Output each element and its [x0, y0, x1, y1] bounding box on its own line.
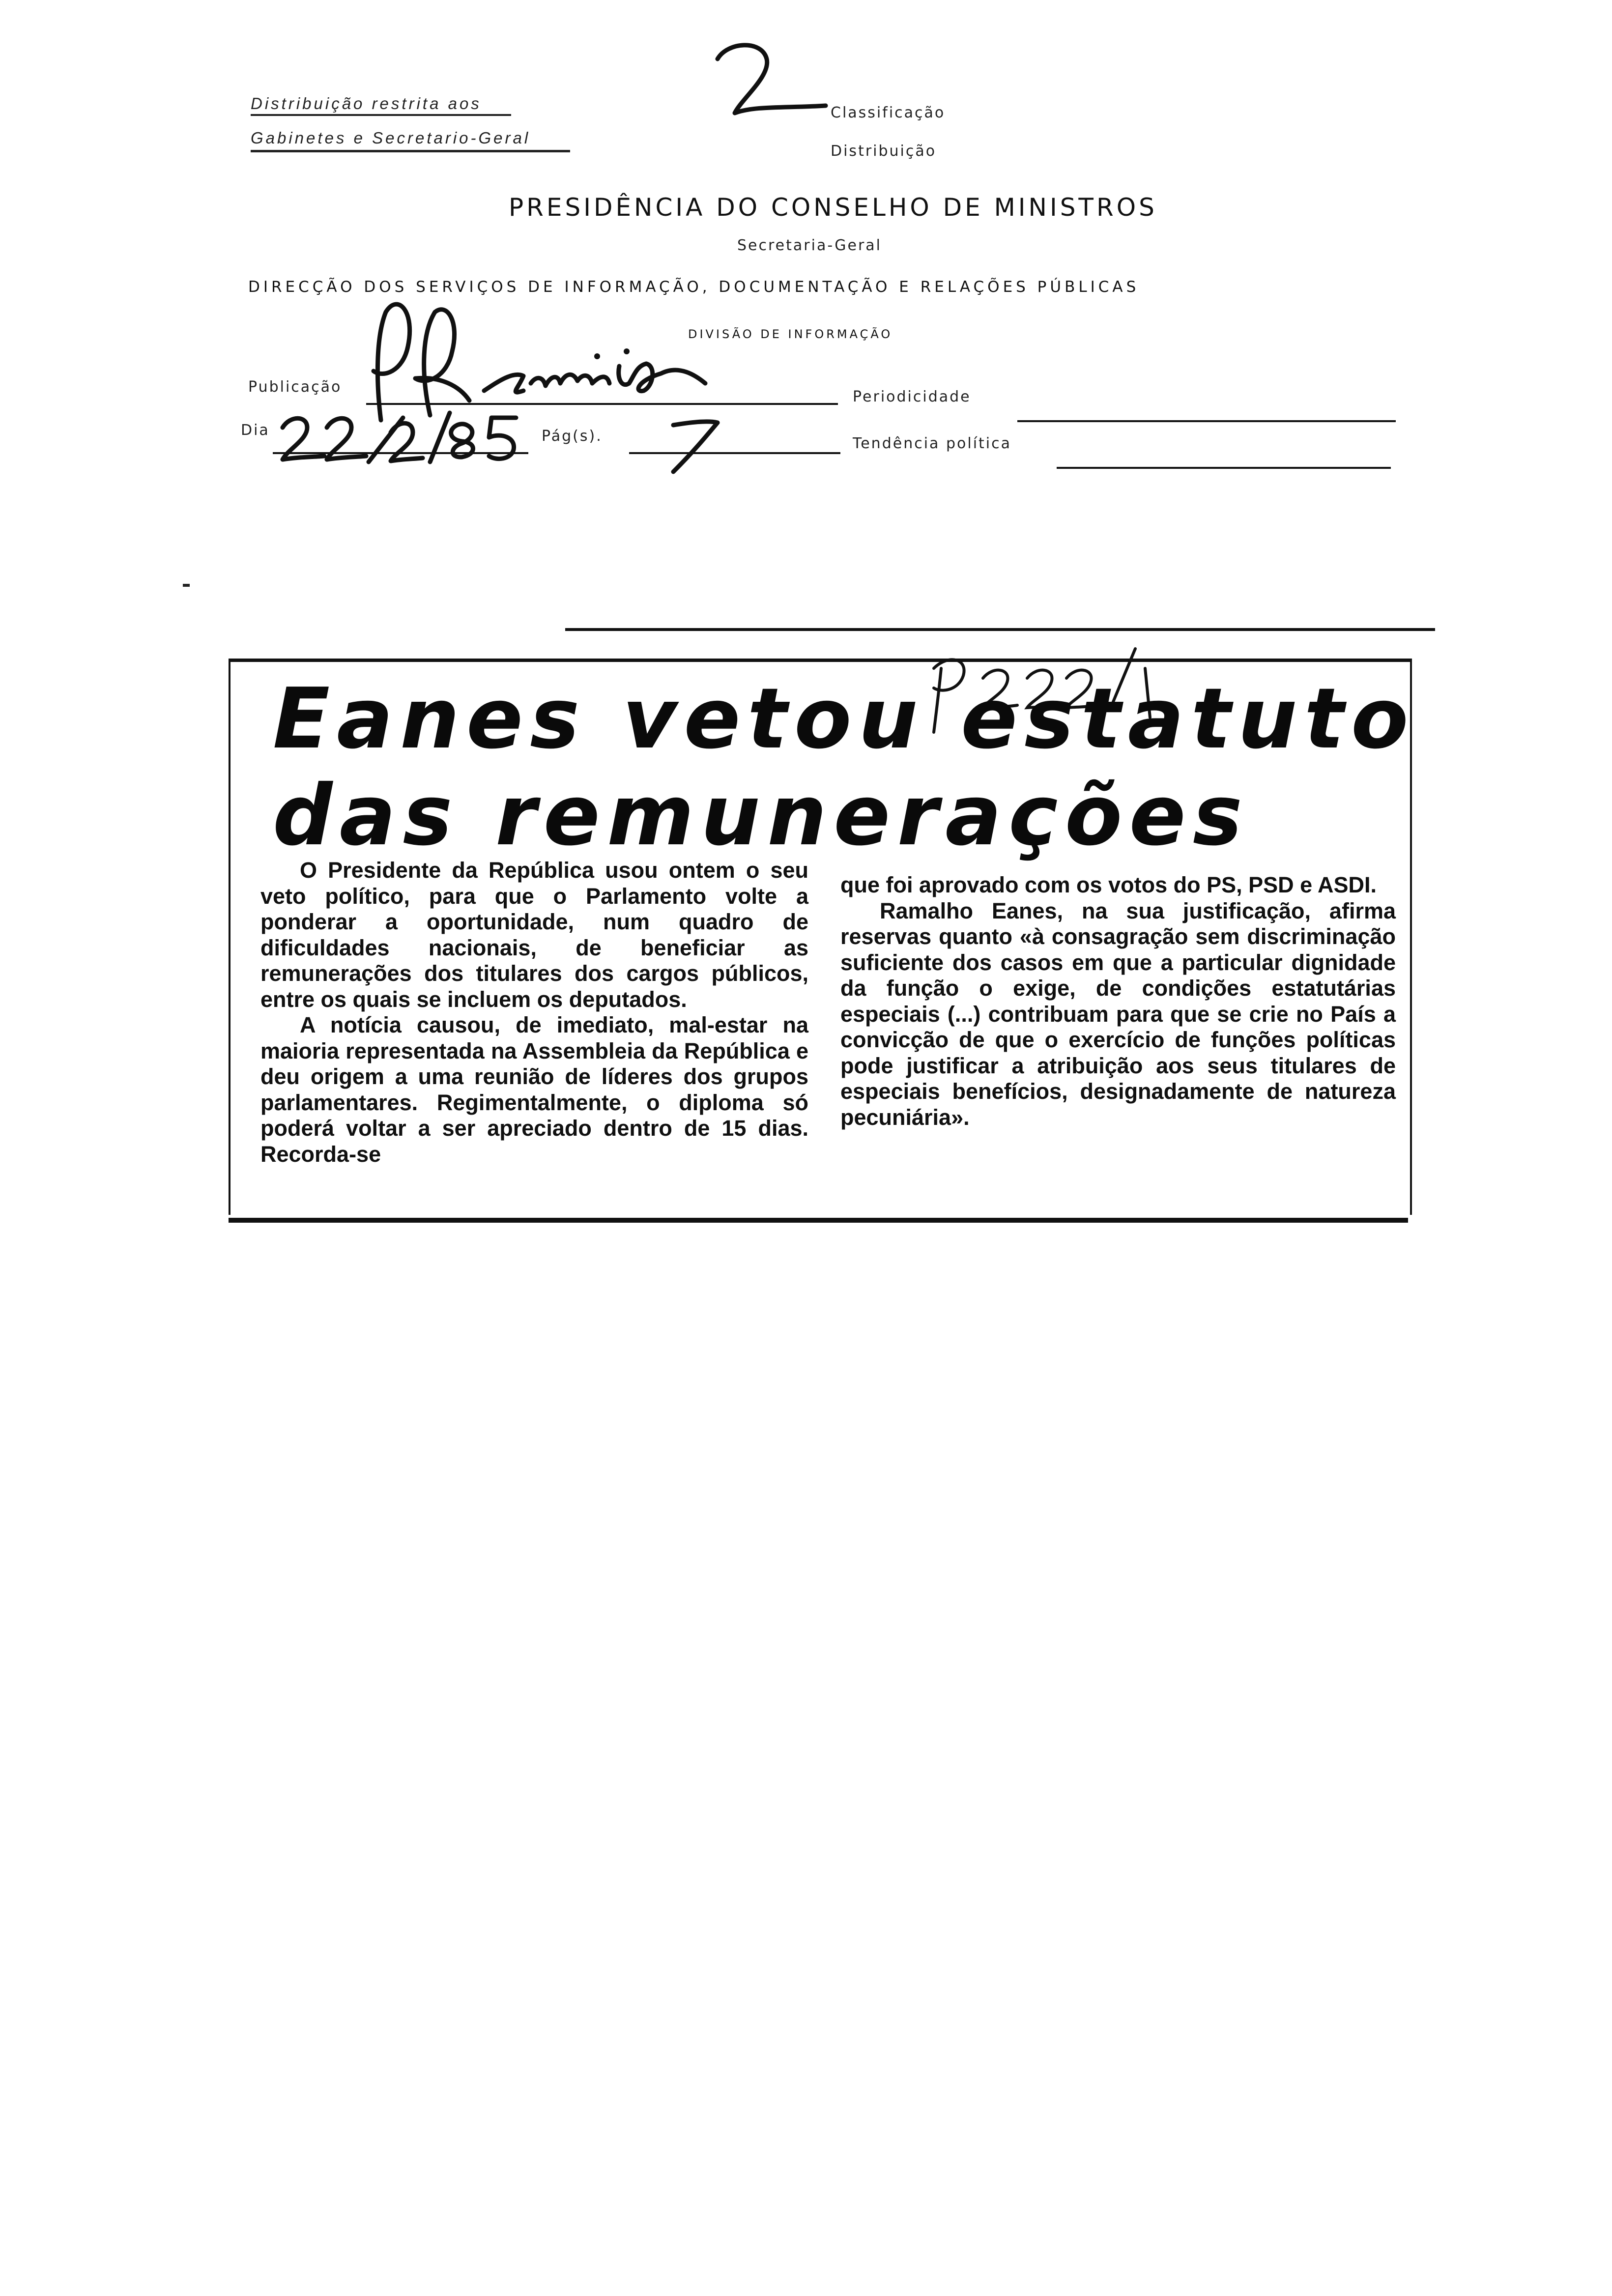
handwritten-pages — [659, 403, 732, 482]
periodicity-label: Periodicidade — [853, 388, 971, 405]
clipping-top-rule — [565, 628, 1435, 631]
distribution-note-line1: Distribuição restrita aos — [251, 94, 482, 113]
article-paragraph: A notícia causou, de imediato, mal-estar na maioria representada na Assembleia da República e deu origem a uma reunião de líderes dos grupos parlamentares. Regimentalmente, o diploma só poderá voltar a ser apreciado dentro de 15 dias. Recorda-se — [260, 1012, 808, 1167]
pages-label: Pág(s). — [542, 428, 603, 445]
tendency-label: Tendência política — [853, 435, 1012, 452]
headline-line1: Eanes vetou estatuto — [273, 670, 1415, 768]
article-paragraph: Ramalho Eanes, na sua justificação, afirma reservas quanto «à consagração sem discriminação suficiente dos casos em que a particular dignidade da função o exige, de condições estatutárias especiais (...) contribuam para que se crie no País a convicção de que o exercício de funções políticas pode justificar a atribuição aos seus titulares de especiais benefícios, designadamente de natureza pecuniária». — [840, 898, 1396, 1130]
classification-label: Classificação — [831, 104, 946, 121]
article-paragraph: que foi aprovado com os votos do PS, PSD e ASDI. — [840, 872, 1377, 897]
periodicity-field-line — [1017, 420, 1396, 422]
handwritten-date — [260, 398, 536, 482]
distribution-note-line2: Gabinetes e Secretario-Geral — [251, 129, 531, 147]
article-column-left — [260, 858, 808, 1167]
headline-line2: das remunerações — [273, 767, 1250, 864]
directorate-line: DIRECÇÃO DOS SERVIÇOS DE INFORMAÇÃO, DOCUMENTAÇÃO E RELAÇÕES PÚBLICAS — [248, 278, 1140, 296]
publication-label: Publicação — [248, 378, 342, 396]
article-paragraph: O Presidente da República usou ontem o seu veto político, para que o Parlamento volte a ponderar a oportunidade, num quadro de dificuldades nacionais, de beneficiar as remunerações dos titulares dos cargos públicos, entre os quais se incluem os deputados. — [260, 858, 808, 1012]
distribution-note-underline-1 — [251, 114, 511, 116]
date-label: Dia — [241, 422, 270, 439]
secretariat-label: Secretaria-Geral — [737, 237, 882, 254]
division-label: DIVISÃO DE INFORMAÇÃO — [688, 327, 893, 341]
article-column-right — [840, 872, 1396, 1130]
distribution-note-underline-2 — [251, 150, 570, 152]
handwritten-page-number — [708, 39, 835, 123]
tendency-field-line — [1057, 467, 1391, 469]
clipping-bottom-rule — [229, 1218, 1408, 1223]
institution-title: PRESIDÊNCIA DO CONSELHO DE MINISTROS — [509, 193, 1157, 222]
distribution-label: Distribuição — [831, 143, 937, 160]
stray-mark — [183, 584, 190, 587]
